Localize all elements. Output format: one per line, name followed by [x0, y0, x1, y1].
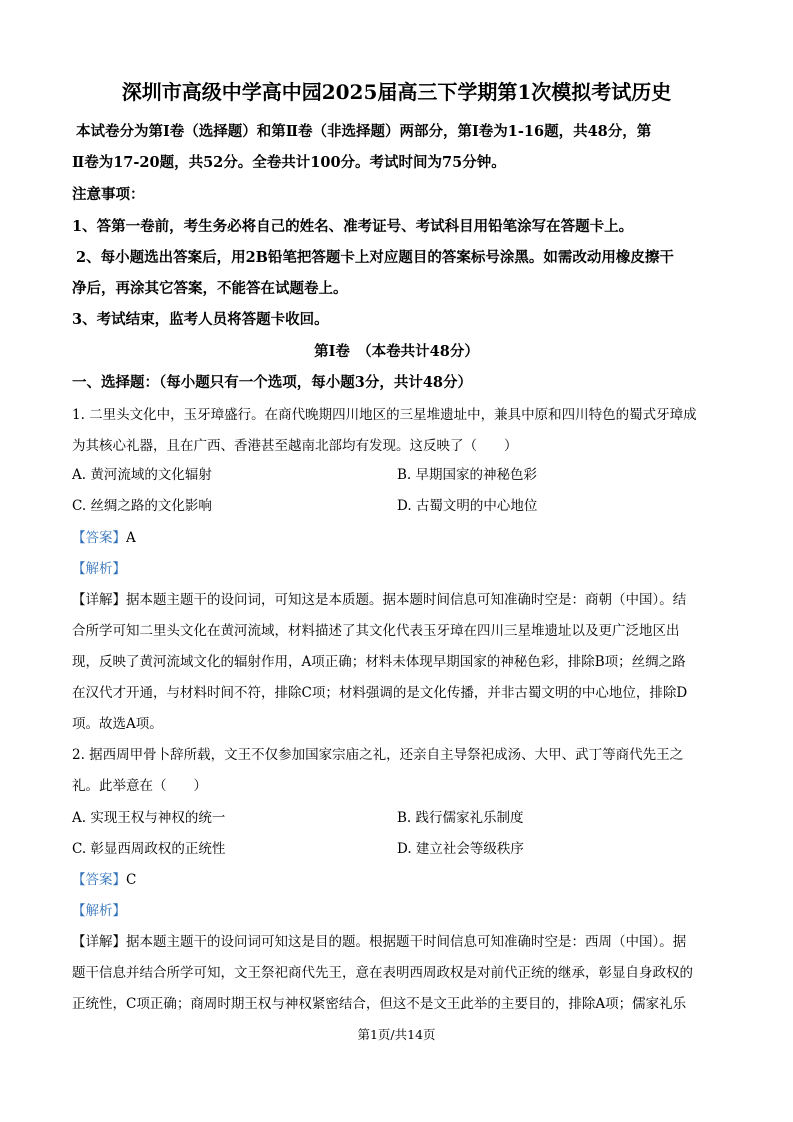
q2-detail-label: 【详解】: [72, 934, 126, 950]
notice-heading: 注意事项：: [72, 186, 145, 203]
q2-option-d: D. 建立社会等级秩序: [397, 841, 524, 857]
notice-item-3: 3、考试结束，监考人员将答题卡收回。: [72, 311, 329, 328]
q1-option-d: D. 古蜀文明的中心地位: [397, 498, 538, 514]
q1-stem-line-2: 为其核心礼器，且在广西、香港甚至越南北部均有发现。这反映了（ ）: [72, 438, 518, 454]
q1-detail-line-1: [72, 588, 686, 608]
q1-detail-label: 【详解】: [72, 592, 126, 608]
notice-item-1: 1、答第一卷前，考生务必将自己的姓名、准考证号、考试科目用铅笔涂写在答题卡上。: [72, 218, 634, 235]
q1-detail-line-4: 在汉代才开通，与材料时间不符，排除C项；材料强调的是文化传播，并非古蜀文明的中心地位，排除D: [72, 685, 688, 701]
q1-answer-value: A: [126, 530, 136, 546]
q1-analysis-label: 【解析】: [72, 561, 126, 577]
q2-detail-text-1: 据本题主题干的设问词可知这是目的题。根据题干时间信息可知准确时空是：西周（中国）。据: [126, 934, 687, 950]
q2-answer-label: 【答案】: [72, 872, 126, 888]
q2-detail-line-2: 题干信息并结合所学可知，文王祭祀商代先王，意在表明西周政权是对前代正统的继承，彰显自身政权的: [72, 965, 693, 981]
q1-detail-text-1: 据本题主题干的设问词，可知这是本质题。据本题时间信息可知准确时空是：商朝（中国）。结: [126, 592, 687, 608]
q1-detail-line-2: 合所学可知二里头文化在黄河流域，材料描述了其文化代表玉牙璋在四川三星堆遗址以及更广泛地区出: [72, 623, 680, 639]
q2-answer: [72, 868, 136, 888]
page-footer: 第1页/共14页: [357, 1027, 436, 1042]
intro-line-2: Ⅱ卷为17-20题，共52分。全卷共计100分。考试时间为75分钟。: [72, 154, 506, 171]
section-heading: 一、选择题：（每小题只有一个选项，每小题3分，共计48分）: [72, 374, 473, 391]
q1-detail-line-5: 项。故选A项。: [72, 716, 163, 732]
q1-answer: [72, 526, 136, 546]
q1-detail-line-3: 现，反映了黄河流域文化的辐射作用，A项正确；材料未体现早期国家的神秘色彩，排除B项；丝绸之路: [72, 654, 686, 670]
q2-option-a: A. 实现王权与神权的统一: [72, 810, 226, 826]
section-title: 第Ⅰ卷 （本卷共计48分）: [314, 343, 479, 360]
q1-stem-line-1: 1. 二里头文化中，玉牙璋盛行。在商代晚期四川地区的三星堆遗址中，兼具中原和四川特色的蜀式牙璋成: [72, 407, 697, 423]
q2-stem-line-1: 2. 据西周甲骨卜辞所载，文王不仅参加国家宗庙之礼，还亲自主导祭祀成汤、大甲、武丁等商代先王之: [72, 747, 684, 763]
q1-option-a: A. 黄河流域的文化辐射: [72, 467, 212, 483]
intro-line-1: 本试卷分为第Ⅰ卷（选择题）和第Ⅱ卷（非选择题）两部分，第Ⅰ卷为1-16题，共48分，第: [76, 123, 652, 140]
q2-option-b: B. 践行儒家礼乐制度: [397, 810, 524, 826]
notice-item-2-line-2: 净后，再涂其它答案，不能答在试题卷上。: [72, 280, 348, 297]
q2-analysis-label: 【解析】: [72, 903, 126, 919]
q1-option-b: B. 早期国家的神秘色彩: [397, 467, 538, 483]
q1-answer-label: 【答案】: [72, 530, 126, 546]
notice-item-2-line-1: 2、每小题选出答案后，用2B铅笔把答题卡上对应题目的答案标号涂黑。如需改动用橡皮擦干: [76, 249, 674, 266]
q2-detail-line-1: [72, 930, 686, 950]
q2-option-c: C. 彰显西周政权的正统性: [72, 841, 226, 857]
exam-title: 深圳市高级中学高中园2025届高三下学期第1次模拟考试历史: [121, 80, 672, 104]
q2-stem-line-2: 礼。此举意在（ ）: [72, 778, 207, 794]
q2-detail-line-3: 正统性，C项正确；商周时期王权与神权紧密结合，但这不是文王此举的主要目的，排除A项；儒家礼乐: [72, 996, 687, 1012]
q2-answer-value: C: [126, 872, 137, 888]
q1-option-c: C. 丝绸之路的文化影响: [72, 498, 212, 514]
